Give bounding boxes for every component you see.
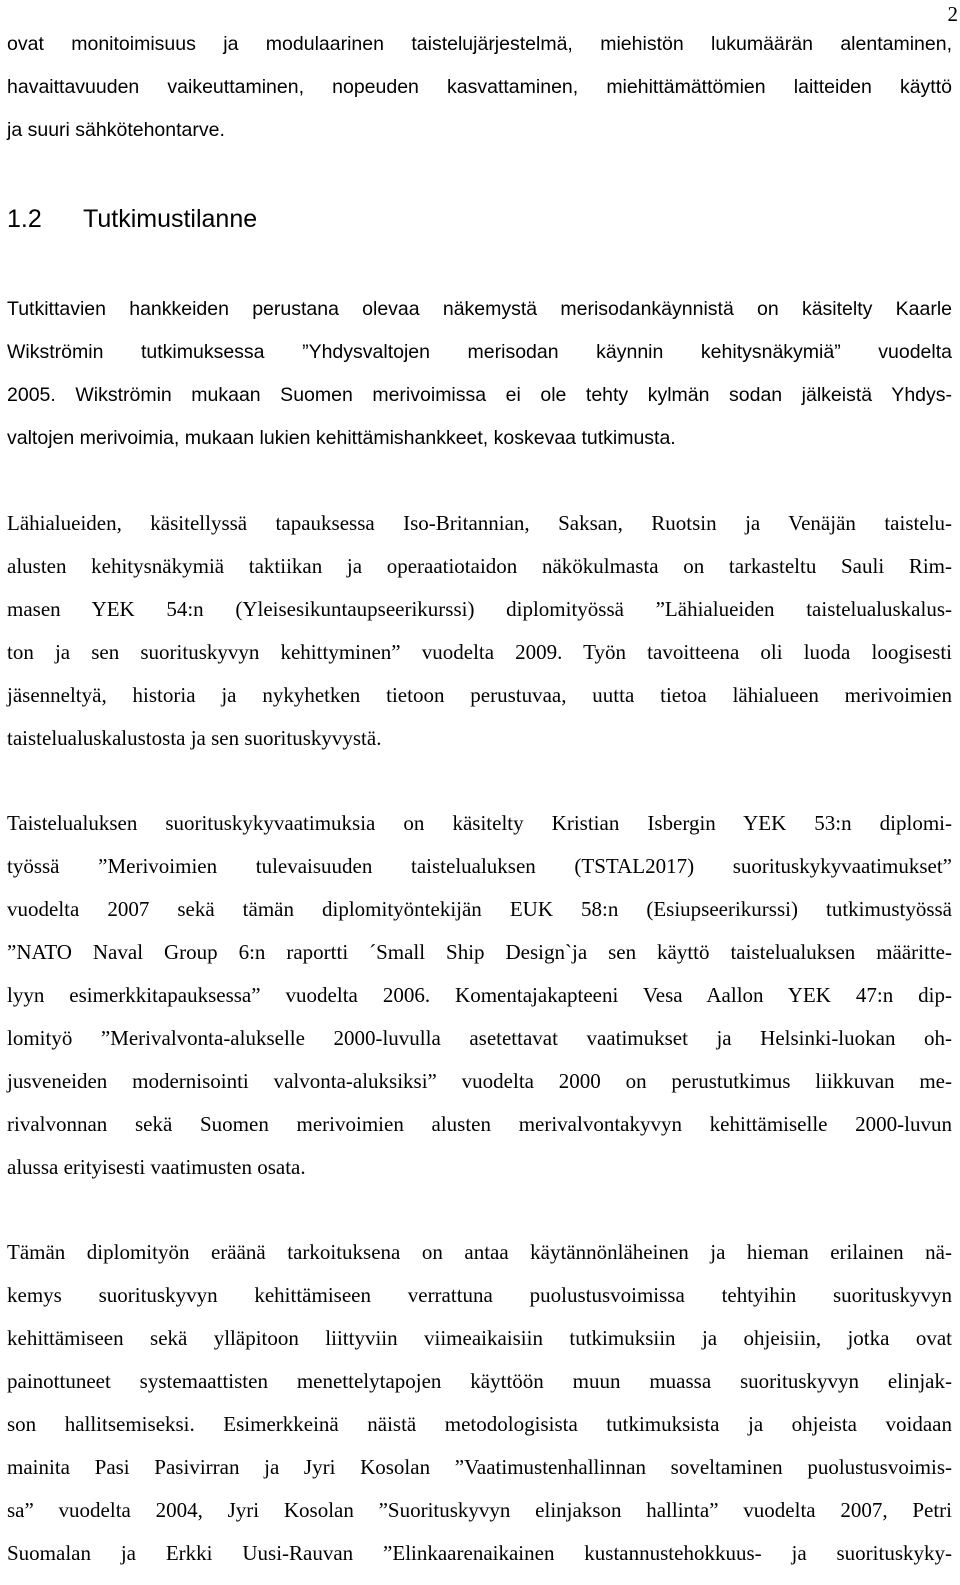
text-line: alusten kehitysnäkymiä taktiikan ja operaatiotaidon näkökulmasta on tarkasteltu Sauli Rim- [7, 554, 952, 578]
intro-line: ja suuri sähkötehontarve. [7, 119, 225, 141]
section-number: 1.2 [7, 205, 42, 233]
text-line: mainita Pasi Pasivirran ja Jyri Kosolan ”Vaatimustenhallinnan soveltaminen puolustusvoimis- [7, 1455, 952, 1479]
text-line: kemys suorituskyvyn kehittämiseen verrattuna puolustusvoimissa tehtyihin suorituskyvyn [7, 1283, 952, 1307]
text-line: Wikströmin tutkimuksessa ”Yhdysvaltojen merisodan käynnin kehitysnäkymiä” vuodelta [7, 341, 952, 363]
text-line: lyyn esimerkkitapauksessa” vuodelta 2006. Komentajakapteeni Vesa Aallon YEK 47:n dip- [7, 983, 952, 1007]
text-line: Tutkittavien hankkeiden perustana olevaa näkemystä merisodankäynnistä on käsitelty Kaarle [7, 298, 952, 320]
section-heading [7, 205, 257, 233]
text-line: Suomalan ja Erkki Uusi-Rauvan ”Elinkaarenaikainen kustannustehokkuus- ja suorituskyky- [7, 1541, 952, 1565]
text-line: sa” vuodelta 2004, Jyri Kosolan ”Suorituskyvyn elinjakson hallinta” vuodelta 2007, Petri [7, 1498, 952, 1522]
intro-line: ovat monitoimisuus ja modulaarinen taistelujärjestelmä, miehistön lukumäärän alentaminen, [7, 33, 952, 55]
text-line: taistelualuskalustosta ja sen suorituskyvystä. [7, 726, 382, 750]
text-line: Taistelualuksen suorituskykyvaatimuksia on käsitelty Kristian Isbergin YEK 53:n diplomi- [7, 811, 952, 835]
text-line: Lähialueiden, käsitellyssä tapauksessa Iso-Britannian, Saksan, Ruotsin ja Venäjän taistelu- [7, 511, 952, 535]
text-line: kehittämiseen sekä ylläpitoon liittyviin viimeaikaisiin tutkimuksiin ja ohjeisiin, jotka ovat [7, 1326, 952, 1350]
text-line: rivalvonnan sekä Suomen merivoimien alusten merivalvontakyvyn kehittämiselle 2000-luvun [7, 1112, 952, 1136]
text-line: Tämän diplomityön eräänä tarkoituksena on antaa käytännönläheinen ja hieman erilainen nä- [7, 1240, 952, 1264]
text-line: työssä ”Merivoimien tulevaisuuden taistelualuksen (TSTAL2017) suorituskykyvaatimukset” [7, 854, 952, 878]
section-title: Tutkimustilanne [83, 205, 258, 233]
text-line: ton ja sen suorituskyvyn kehittyminen” vuodelta 2009. Työn tavoitteena oli luoda loogisesti [7, 640, 952, 664]
text-line: lomityö ”Merivalvonta-alukselle 2000-luvulla asetettavat vaatimukset ja Helsinki-luokan oh- [7, 1026, 952, 1050]
text-line: jusveneiden modernisointi valvonta-aluksiksi” vuodelta 2000 on perustutkimus liikkuvan me- [7, 1069, 952, 1093]
text-line: vuodelta 2007 sekä tämän diplomityöntekijän EUK 58:n (Esiupseerikurssi) tutkimustyössä [7, 897, 952, 921]
text-line: son hallitsemiseksi. Esimerkkeinä näistä metodologisista tutkimuksista ja ohjeista voidaan [7, 1412, 952, 1436]
text-line: masen YEK 54:n (Yleisesikuntaupseerikurssi) diplomityössä ”Lähialueiden taistelualuskalus- [7, 597, 952, 621]
text-line: painottuneet systemaattisten menettelytapojen käyttöön muun muassa suorituskyvyn elinjak- [7, 1369, 952, 1393]
text-line: jäsenneltyä, historia ja nykyhetken tietoon perustuvaa, uutta tietoa lähialueen merivoimien [7, 683, 952, 707]
text-line: alussa erityisesti vaatimusten osata. [7, 1155, 306, 1179]
text-line: ”NATO Naval Group 6:n raportti ´Small Ship Design`ja sen käyttö taistelualuksen määritte- [7, 940, 952, 964]
page-number: 2 [947, 2, 958, 26]
text-line: 2005. Wikströmin mukaan Suomen merivoimissa ei ole tehty kylmän sodan jälkeistä Yhdys- [7, 384, 952, 406]
intro-line: havaittavuuden vaikeuttaminen, nopeuden kasvattaminen, miehittämättömien laitteiden käyttö [7, 76, 952, 98]
text-line: valtojen merivoimia, mukaan lukien kehittämishankkeet, koskevaa tutkimusta. [7, 427, 676, 449]
